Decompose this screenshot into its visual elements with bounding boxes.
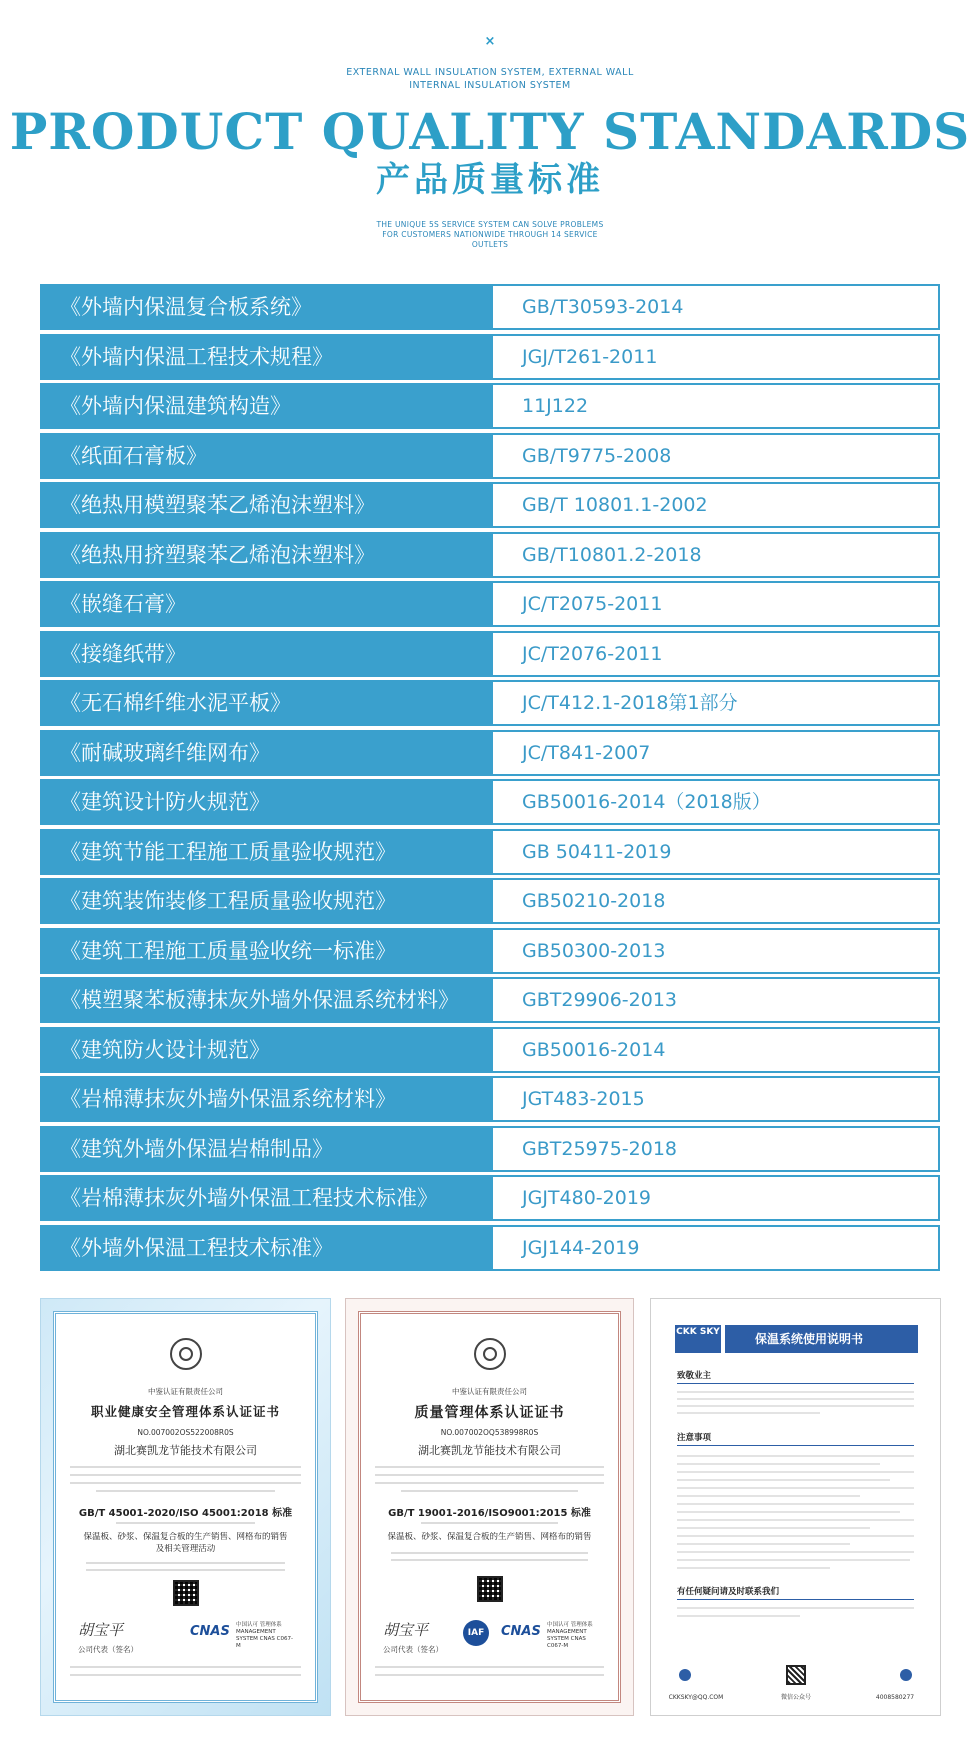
manual-text-line xyxy=(677,1567,830,1569)
standard-code: GB/T 10801.1-2002 xyxy=(522,494,708,516)
standard-name: 《耐碱玻璃纤维网布》 xyxy=(42,732,493,774)
phone-icon xyxy=(900,1669,912,1681)
cert-text-line xyxy=(116,1522,255,1524)
standard-name: 《接缝纸带》 xyxy=(42,633,493,675)
certification-seal-icon xyxy=(474,1338,506,1370)
standard-code: GB50016-2014（2018版） xyxy=(522,791,771,813)
table-row xyxy=(40,1027,940,1073)
standard-code: GB/T9775-2008 xyxy=(522,445,672,467)
cnas-logo: CNAS xyxy=(190,1624,230,1639)
manual-text-line xyxy=(677,1487,914,1489)
standard-name: 《外墙内保温复合板系统》 xyxy=(42,286,493,328)
table-row xyxy=(40,581,940,627)
standard-name: 《建筑工程施工质量验收统一标准》 xyxy=(42,930,493,972)
manual-text-line xyxy=(677,1412,820,1414)
manual-text-line xyxy=(677,1511,900,1513)
manual-section-heading: 注意事项 xyxy=(677,1433,712,1443)
manual-text-line xyxy=(677,1455,914,1457)
footer-email: CKKSKY@QQ.COM xyxy=(668,1694,724,1701)
standard-code: GB/T30593-2014 xyxy=(522,296,684,318)
standard-code: JC/T2075-2011 xyxy=(522,593,663,615)
standard-code: JC/T2076-2011 xyxy=(522,643,663,665)
section-rule xyxy=(677,1599,914,1600)
page-title-cn: 产品质量标准 xyxy=(376,160,604,200)
standard-name: 《模塑聚苯板薄抹灰外墙外保温系统材料》 xyxy=(42,979,493,1021)
standard-name: 《岩棉薄抹灰外墙外保温工程技术标准》 xyxy=(42,1177,493,1219)
standard-code: JC/T412.1-2018第1部分 xyxy=(522,692,738,714)
standard-code: GBT29906-2013 xyxy=(522,989,678,1011)
cert-issuer: 中鉴认证有限责任公司 xyxy=(452,1387,527,1396)
cert-text-line xyxy=(70,1674,301,1676)
standard-name: 《外墙外保温工程技术标准》 xyxy=(42,1227,493,1269)
cnas-caption: 中国认可 管理体系 MANAGEMENT SYSTEM CNAS C067-M xyxy=(236,1622,293,1649)
cert-text-line xyxy=(375,1466,604,1468)
cert-company: 湖北赛凯龙节能技术有限公司 xyxy=(114,1444,257,1457)
manual-text-line xyxy=(677,1559,910,1561)
cert-company: 湖北赛凯龙节能技术有限公司 xyxy=(418,1444,561,1457)
standard-name: 《建筑节能工程施工质量验收规范》 xyxy=(42,831,493,873)
standard-name: 《外墙内保温工程技术规程》 xyxy=(42,336,493,378)
cert-text-line xyxy=(391,1559,588,1561)
cert-issuer: 中鉴认证有限责任公司 xyxy=(148,1387,223,1396)
table-row xyxy=(40,977,940,1023)
cert-number: NO.007002OS522008R0S xyxy=(137,1428,234,1437)
certificate-frame xyxy=(53,1311,318,1703)
cert-text-line xyxy=(70,1482,301,1484)
table-row xyxy=(40,482,940,528)
standard-code: 11J122 xyxy=(522,395,589,417)
cert-text-line xyxy=(96,1490,275,1492)
cert-text-line xyxy=(375,1674,604,1676)
table-row xyxy=(40,631,940,677)
standard-name: 《绝热用模塑聚苯乙烯泡沫塑料》 xyxy=(42,484,493,526)
cnas-logo: CNAS xyxy=(501,1624,541,1639)
cert-scope-2: 及相关管理活动 xyxy=(155,1544,216,1554)
cnas-caption: 中国认可 管理体系 MANAGEMENT SYSTEM CNAS C067-M xyxy=(547,1622,593,1649)
cert-scope: 保温板、砂浆、保温复合板的生产销售、网格布的销售 xyxy=(387,1532,592,1542)
standard-code: GB/T10801.2-2018 xyxy=(522,544,702,566)
cert-number: NO.007002OQ538998R0S xyxy=(440,1428,539,1437)
manual-text-line xyxy=(677,1519,914,1521)
standard-code: GB50300-2013 xyxy=(522,940,666,962)
section-rule xyxy=(677,1383,914,1384)
manual-text-line xyxy=(677,1535,914,1537)
cert-text-line xyxy=(70,1466,301,1468)
standard-name: 《岩棉薄抹灰外墙外保温系统材料》 xyxy=(42,1078,493,1120)
manual-text-line xyxy=(677,1615,800,1617)
cert-text-line xyxy=(375,1482,604,1484)
cert-title: 职业健康安全管理体系认证证书 xyxy=(90,1404,280,1419)
cert-text-line xyxy=(375,1474,604,1476)
standard-name: 《外墙内保温建筑构造》 xyxy=(42,385,493,427)
standard-code: JGJT480-2019 xyxy=(522,1187,652,1209)
standard-code: GB50210-2018 xyxy=(522,890,666,912)
manual-text-line xyxy=(677,1495,860,1497)
table-row xyxy=(40,829,940,875)
manual-text-line xyxy=(677,1607,914,1609)
standard-code: JC/T841-2007 xyxy=(522,742,651,764)
section-rule xyxy=(677,1445,914,1446)
cert-text-line xyxy=(421,1522,558,1524)
certificate-frame xyxy=(358,1311,621,1703)
qr-code-icon xyxy=(477,1576,503,1602)
standard-name: 《建筑外墙外保温岩棉制品》 xyxy=(42,1128,493,1170)
rep-label: 公司代表（签名） xyxy=(383,1645,443,1654)
manual-text-line xyxy=(677,1463,880,1465)
standard-name: 《绝热用挤塑聚苯乙烯泡沫塑料》 xyxy=(42,534,493,576)
standard-name: 《嵌缝石膏》 xyxy=(42,583,493,625)
standard-name: 《建筑装饰装修工程质量验收规范》 xyxy=(42,880,493,922)
manual-section-heading: 致敬业主 xyxy=(677,1371,712,1381)
iaf-logo: IAF xyxy=(463,1620,489,1646)
qr-code-icon xyxy=(173,1580,199,1606)
qr-code-icon xyxy=(786,1665,806,1685)
ohs-certificate-image xyxy=(40,1298,331,1716)
header-subtitle: THE UNIQUE 5S SERVICE SYSTEM CAN SOLVE PROBLEMS FOR CUSTOMERS NATIONWIDE THROUGH 14 SERVICE OUTLETS xyxy=(376,220,604,249)
manual-text-line xyxy=(677,1479,890,1481)
standard-name: 《无石棉纤维水泥平板》 xyxy=(42,682,493,724)
cert-text-line xyxy=(375,1666,604,1668)
cert-scope: 保温板、砂浆、保温复合板的生产销售、网格布的销售 xyxy=(83,1532,288,1542)
standard-code: JGJ144-2019 xyxy=(522,1237,640,1259)
user-manual-image xyxy=(650,1298,941,1716)
standard-name: 《纸面石膏板》 xyxy=(42,435,493,477)
table-row xyxy=(40,1225,940,1271)
cert-text-line xyxy=(86,1562,285,1564)
table-row xyxy=(40,334,940,380)
cert-standard: GB/T 45001-2020/ISO 45001:2018 标准 xyxy=(78,1508,293,1519)
cert-text-line xyxy=(70,1666,301,1668)
standard-code: GBT25975-2018 xyxy=(522,1138,678,1160)
cert-text-line xyxy=(86,1569,285,1571)
standard-code: GB 50411-2019 xyxy=(522,841,672,863)
close-icon: × xyxy=(484,34,496,49)
standard-name: 《建筑防火设计规范》 xyxy=(42,1029,493,1071)
cert-text-line xyxy=(391,1552,588,1554)
manual-title: 保温系统使用说明书 xyxy=(725,1325,918,1353)
cert-standard: GB/T 19001-2016/ISO9001:2015 标准 xyxy=(388,1508,591,1519)
table-row xyxy=(40,284,940,330)
page-title-en: PRODUCT QUALITY STANDARDS xyxy=(9,102,971,161)
table-row xyxy=(40,532,940,578)
table-row xyxy=(40,730,940,776)
footer-wechat: 微信公众号 xyxy=(780,1694,811,1701)
cert-text-line xyxy=(401,1490,578,1492)
table-row xyxy=(40,779,940,825)
rep-label: 公司代表（签名） xyxy=(78,1645,138,1654)
manual-text-line xyxy=(677,1527,870,1529)
footer-phone: 4008580277 xyxy=(875,1694,915,1701)
signature: 胡宝平 xyxy=(383,1621,429,1639)
manual-text-line xyxy=(677,1471,914,1473)
table-row xyxy=(40,1076,940,1122)
cert-text-line xyxy=(70,1474,301,1476)
brand-logo: CKK SKY xyxy=(675,1325,721,1353)
table-row xyxy=(40,878,940,924)
certification-seal-icon xyxy=(170,1338,202,1370)
manual-text-line xyxy=(677,1391,914,1393)
table-row xyxy=(40,433,940,479)
manual-section-heading: 有任何疑问请及时联系我们 xyxy=(677,1587,780,1597)
standard-code: JGT483-2015 xyxy=(522,1088,645,1110)
cert-title: 质量管理体系认证证书 xyxy=(414,1405,565,1421)
table-row xyxy=(40,1175,940,1221)
qms-certificate-image xyxy=(345,1298,634,1716)
manual-text-line xyxy=(677,1405,914,1407)
manual-text-line xyxy=(677,1398,914,1400)
header-tagline: EXTERNAL WALL INSULATION SYSTEM, EXTERNAL WALL INTERNAL INSULATION SYSTEM xyxy=(346,67,634,91)
email-icon xyxy=(679,1669,691,1681)
manual-text-line xyxy=(677,1551,914,1553)
standard-code: JGJ/T261-2011 xyxy=(522,346,658,368)
standard-name: 《建筑设计防火规范》 xyxy=(42,781,493,823)
manual-text-line xyxy=(677,1503,914,1505)
standard-code: GB50016-2014 xyxy=(522,1039,666,1061)
table-row xyxy=(40,383,940,429)
table-row xyxy=(40,680,940,726)
table-row xyxy=(40,928,940,974)
table-row xyxy=(40,1126,940,1172)
signature: 胡宝平 xyxy=(78,1621,124,1639)
manual-text-line xyxy=(677,1543,850,1545)
